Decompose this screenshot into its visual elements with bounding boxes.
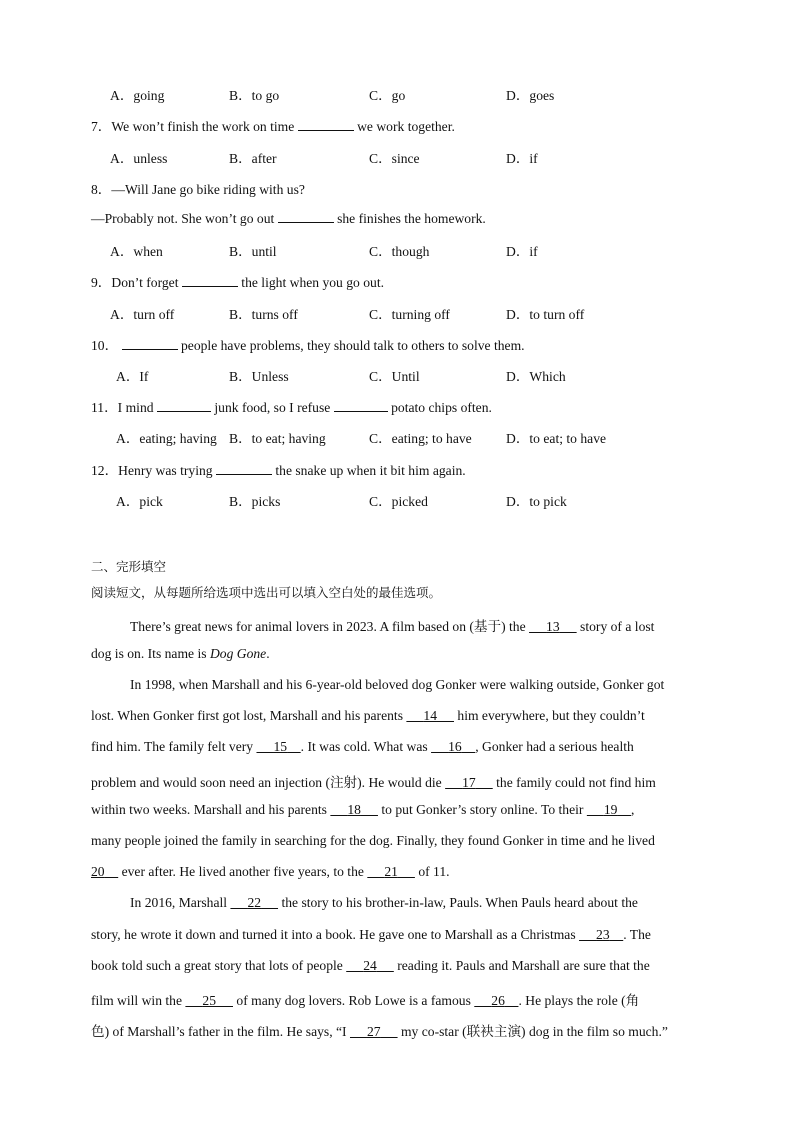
q7-option-a: A．unless xyxy=(110,151,168,166)
q6-options xyxy=(110,84,710,104)
q11-option-a: A．eating; having xyxy=(116,431,217,446)
q11-option-d: D．to eat; to have xyxy=(506,431,607,446)
q6-option-a: A．going xyxy=(110,88,165,103)
q9-option-a: A．turn off xyxy=(110,307,175,322)
passage-line: book told such a great story that lots of people 24 reading it. Pauls and Marshall are sure that the xyxy=(91,958,650,973)
q8-stem-line1: 8．—Will Jane go bike riding with us? xyxy=(91,182,305,197)
passage-line: within two weeks. Marshall and his parents 18 to put Gonker’s story online. To their 19 , xyxy=(91,802,635,817)
cloze-blank-16: 16 xyxy=(448,739,462,754)
cloze-blank-26: 26 xyxy=(491,993,505,1008)
answer-blank xyxy=(157,398,211,412)
passage-line: 20 ever after. He lived another five years, to the 21 of 11. xyxy=(91,864,450,879)
q8-option-a: A．when xyxy=(110,244,163,259)
q6-option-b: B．to go xyxy=(229,88,280,103)
cloze-blank-13: 13 xyxy=(546,619,560,634)
q8-option-d: D．if xyxy=(506,244,538,259)
q9-stem: 9．Don’t forget the light when you go out. xyxy=(91,275,385,290)
section-title: 二、完形填空 xyxy=(91,559,167,574)
cloze-blank-17: 17 xyxy=(462,775,476,790)
cloze-blank-27: 27 xyxy=(366,1024,381,1039)
passage-line: lost. When Gonker first got lost, Marshall and his parents 14 him everywhere, but they couldn’t xyxy=(91,708,645,723)
q10-stem: 10． people have problems, they should talk to others to solve them. xyxy=(91,338,525,353)
q7-options xyxy=(110,147,710,167)
cloze-blank-24: 24 xyxy=(363,958,377,973)
passage-line: In 2016, Marshall 22 the story to his brother-in-law, Pauls. When Pauls heard about the xyxy=(130,895,638,910)
q7-option-b: B．after xyxy=(229,151,277,166)
q8-option-c: C．though xyxy=(369,244,430,259)
passage-line: many people joined the family in searching for the dog. Finally, they found Gonker in time and he lived xyxy=(91,833,655,848)
q9-option-c: C．turning off xyxy=(369,307,450,322)
cloze-blank-18: 18 xyxy=(347,802,361,817)
q9-options xyxy=(110,303,710,323)
q10-options xyxy=(116,365,716,385)
q10-option-c: C．Until xyxy=(369,369,420,384)
passage-line: find him. The family felt very 15 . It was cold. What was 16 , Gonker had a serious health xyxy=(91,739,634,754)
cloze-blank-15: 15 xyxy=(273,739,288,754)
q7-option-d: D．if xyxy=(506,151,538,166)
cloze-blank-14: 14 xyxy=(423,708,437,723)
q12-stem: 12．Henry was trying the snake up when it bit him again. xyxy=(91,463,466,478)
q6-option-c: C．go xyxy=(369,88,406,103)
answer-blank xyxy=(182,273,238,287)
q11-stem: 11．I mind junk food, so I refuse potato chips often. xyxy=(91,400,492,415)
passage-line: There’s great news for animal lovers in 2023. A film based on (基于) the 13 story of a lost xyxy=(130,619,655,634)
q11-option-b: B．to eat; having xyxy=(229,431,326,446)
q8-options xyxy=(110,240,710,260)
cloze-blank-22: 22 xyxy=(247,895,262,910)
q11-option-c: C．eating; to have xyxy=(369,431,472,446)
q6-option-d: D．goes xyxy=(506,88,555,103)
q12-option-c: C．picked xyxy=(369,494,428,509)
q9-option-b: B．turns off xyxy=(229,307,298,322)
q9-option-d: D．to turn off xyxy=(506,307,585,322)
q8-stem-line2: —Probably not. She won’t go out she finishes the homework. xyxy=(91,211,486,226)
q7-option-c: C．since xyxy=(369,151,420,166)
q12-option-a: A．pick xyxy=(116,494,163,509)
q8-option-b: B．until xyxy=(229,244,277,259)
cloze-blank-20: 20 xyxy=(91,864,105,879)
cloze-blank-25: 25 xyxy=(202,993,216,1008)
film-title: Dog Gone xyxy=(209,646,267,661)
passage-line: problem and would soon need an injection (注射). He would die 17 the family could not find him xyxy=(91,775,656,790)
q12-option-b: B．picks xyxy=(229,494,281,509)
answer-blank xyxy=(334,398,388,412)
q12-options xyxy=(116,490,716,510)
cloze-blank-21: 21 xyxy=(384,864,398,879)
answer-blank xyxy=(122,336,178,350)
answer-blank xyxy=(298,117,354,131)
passage-line: film will win the 25 of many dog lovers. Rob Lowe is a famous 26 . He plays the role (角 xyxy=(91,993,640,1008)
q7-stem: 7．We won’t finish the work on time we work together. xyxy=(91,119,455,134)
passage-line: story, he wrote it down and turned it into a book. He gave one to Marshall as a Christmas 23 . The xyxy=(91,927,651,942)
answer-blank xyxy=(278,209,334,223)
section-instruction: 阅读短文，从每题所给选项中选出可以填入空白处的最佳选项。 xyxy=(91,585,442,600)
q11-options xyxy=(116,427,716,447)
q12-option-d: D．to pick xyxy=(506,494,567,509)
q10-option-d: D．Which xyxy=(506,369,566,384)
passage-line: dog is on. Its name is Dog Gone. xyxy=(91,646,270,661)
answer-blank xyxy=(216,461,272,475)
q10-option-a: A．If xyxy=(116,369,149,384)
passage-line: In 1998, when Marshall and his 6-year-old beloved dog Gonker were walking outside, Gonker got xyxy=(130,677,665,692)
cloze-blank-19: 19 xyxy=(603,802,618,817)
q10-option-b: B．Unless xyxy=(229,369,289,384)
cloze-blank-23: 23 xyxy=(596,927,610,942)
passage-line: 色) of Marshall’s father in the film. He says, “I 27 my co-star (联袂主演) dog in the film so much.” xyxy=(91,1024,668,1039)
